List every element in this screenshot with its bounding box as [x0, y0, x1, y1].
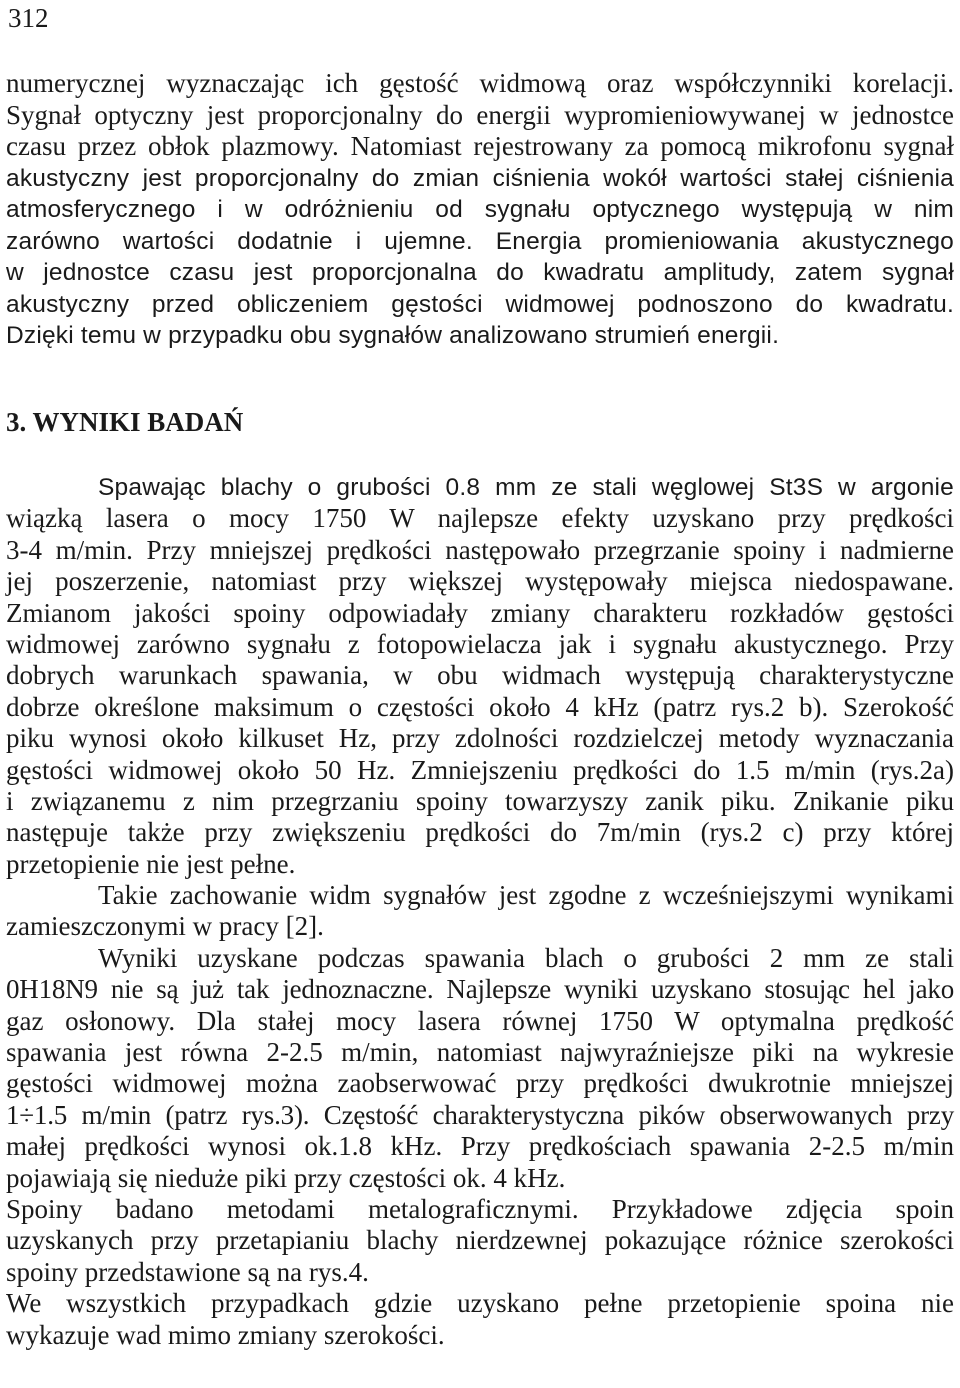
text-line: spoiny przedstawione są na rys.4.: [6, 1256, 369, 1287]
text-line: Spoiny badano metodami metalograficznymi. Przykładowe zdjęcia spoin: [6, 1193, 954, 1224]
text-line: dobrych warunkach spawania, w obu widmach występują charakterystyczne: [6, 660, 954, 691]
text-line: wiązką lasera o mocy 1750 W najlepsze efekty uzyskano przy prędkości: [6, 503, 954, 534]
text-line: widmowej zarówno sygnału z fotopowielacza jak i sygnału akustycznego. Przy: [6, 628, 954, 659]
text-line: dobrze określone maksimum o częstości około 4 kHz (patrz rys.2 b). Szerokość: [6, 691, 954, 722]
text-line: 0H18N9 nie są już tak jednoznaczne. Najlepsze wyniki uzyskano stosując hel jako: [6, 974, 954, 1005]
text-line: w jednostce czasu jest proporcjonalna do kwadratu amplitudy, zatem sygnał: [6, 259, 954, 286]
text-line: Takie zachowanie widm sygnałów jest zgodne z wcześniejszymi wynikami: [98, 880, 954, 911]
text-line: Sygnał optyczny jest proporcjonalny do energii wypromieniowywanej w jednostce: [6, 99, 954, 130]
text-line: akustyczny przed obliczeniem gęstości widmowej podnoszono do kwadratu.: [6, 290, 954, 318]
text-line: numerycznej wyznaczając ich gęstość widmową oraz współczynniki korelacji.: [6, 68, 954, 98]
text-line: Zmianom jakości spoiny odpowiadały zmiany charakteru rozkładów gęstości: [6, 597, 954, 628]
section-heading: 3. WYNIKI BADAŃ: [6, 407, 244, 437]
results-section: [6, 472, 954, 1351]
text-line: 1÷1.5 m/min (patrz rys.3). Częstość charakterystyczna pików obserwowanych przy: [6, 1099, 954, 1130]
text-line: We wszystkich przypadkach gdzie uzyskano pełne przetopienie spoina nie: [6, 1288, 954, 1319]
page-number: 312: [8, 3, 49, 33]
text-line: Spawając blachy o grubości 0.8 mm ze stali węglowej St3S w argonie: [98, 474, 954, 501]
text-line: spawania jest równa 2-2.5 m/min, natomiast najwyraźniejsze piki na wykresie: [6, 1037, 954, 1068]
text-line: gęstości widmowej około 50 Hz. Zmniejszeniu prędkości do 1.5 m/min (rys.2a): [6, 754, 954, 785]
text-line: 3-4 m/min. Przy mniejszej prędkości następowało przegrzanie spoiny i nadmierne: [6, 534, 954, 565]
text-line: Dzięki temu w przypadku obu sygnałów analizowano strumień energii.: [6, 322, 780, 349]
text-line: wykazuje wad mimo zmiany szerokości.: [6, 1319, 445, 1350]
text-line: pojawiają się nieduże piki przy częstości ok. 4 kHz.: [6, 1162, 566, 1193]
text-line: przetopienie nie jest pełne.: [6, 848, 296, 879]
text-line: małej prędkości wynosi ok.1.8 kHz. Przy prędkościach spawania 2-2.5 m/min: [6, 1131, 954, 1162]
text-line: akustyczny jest proporcjonalny do zmian ciśnienia wokół wartości stałej ciśnienia: [6, 164, 954, 192]
text-line: gęstości widmowej można zaobserwować przy prędkości dwukrotnie mniejszej: [6, 1068, 954, 1099]
text-line: atmosferycznego i w odróżnieniu od sygnału optycznego występują w nim: [6, 196, 954, 223]
text-line: uzyskanych przy przetapianiu blachy nierdzewnej pokazujące różnice szerokości: [6, 1225, 954, 1256]
text-line: następuje także przy zwiększeniu prędkości do 7m/min (rys.2 c) przy której: [6, 817, 954, 848]
text-line: czasu przez obłok plazmowy. Natomiast rejestrowany za pomocą mikrofonu sygnał: [6, 131, 954, 161]
text-line: zamieszczonymi w pracy [2].: [6, 911, 324, 942]
text-line: i związanemu z nim przegrzaniu spoiny towarzyszy zanik piku. Znikanie piku: [6, 785, 954, 816]
text-line: zarówno wartości dodatnie i ujemne. Energia promieniowania akustycznego: [6, 227, 954, 255]
text-line: jej poszerzenie, natomiast przy większej występowały miejsca niedospawane.: [6, 566, 954, 597]
intro-paragraph: [6, 68, 954, 352]
text-line: Wyniki uzyskane podczas spawania blach o grubości 2 mm ze stali: [98, 942, 954, 973]
text-line: gaz osłonowy. Dla stałej mocy lasera równej 1750 W optymalna prędkość: [6, 1005, 954, 1036]
text-line: piku wynosi około kilkuset Hz, przy zdolności rozdzielczej metody wyznaczania: [6, 723, 954, 754]
